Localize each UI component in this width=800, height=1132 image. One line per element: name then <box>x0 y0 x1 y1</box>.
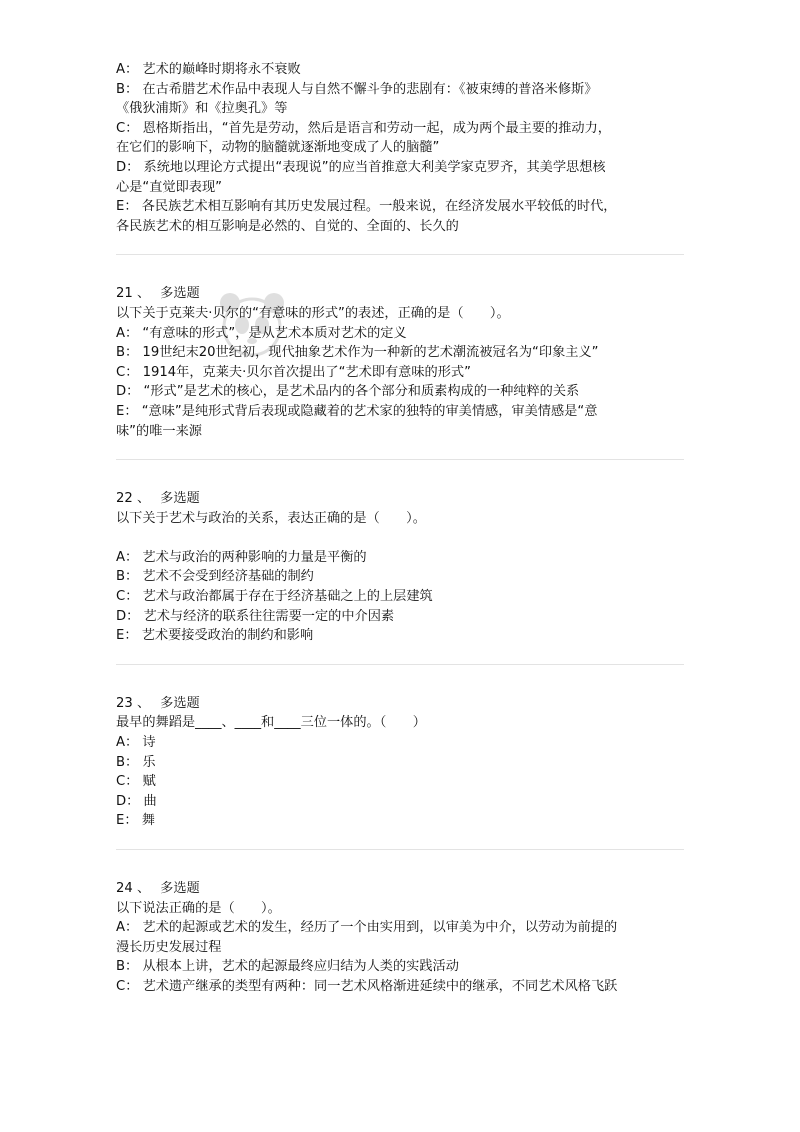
question-type: 多选题 <box>160 695 200 711</box>
question-23 <box>116 694 686 831</box>
option-c[interactable]: C： 赋 <box>116 774 156 790</box>
option-b[interactable]: B： 艺术不会受到经济基础的制约 <box>116 569 314 585</box>
question-type: 多选题 <box>160 491 200 507</box>
question-header <box>116 284 686 304</box>
option-line: 各民族艺术的相互影响是必然的、自觉的、全面的、长久的 <box>116 218 459 234</box>
divider <box>116 459 684 460</box>
option-e-continued: 味”的唯一来源 <box>116 423 202 439</box>
option-d[interactable]: D： 曲 <box>116 793 157 809</box>
option-a[interactable]: A： 艺术与政治的两种影响的力量是平衡的 <box>116 549 367 565</box>
option-line: E： 各民族艺术相互影响有其历史发展过程。一般来说，在经济发展水平较低的时代， <box>116 199 617 215</box>
option-line: A： 艺术的巅峰时期将永不衰败 <box>116 62 301 77</box>
question-number: 22 、 <box>116 491 151 507</box>
question-number: 23 、 <box>116 695 151 711</box>
question-header <box>116 879 686 899</box>
question-stem: 以下关于艺术与政治的关系，表达正确的是（ ）。 <box>116 510 426 526</box>
option-line: 心是“直觉即表现” <box>116 179 222 195</box>
option-d[interactable]: D： 艺术与经济的联系往往需要一定的中介因素 <box>116 608 395 624</box>
question-stem: 以下关于克莱夫·贝尔的“有意味的形式”的表述，正确的是（ ）。 <box>116 305 510 321</box>
option-e[interactable]: E： 艺术要接受政治的制约和影响 <box>116 628 314 644</box>
divider <box>116 664 684 665</box>
option-a-continued: 漫长历史发展过程 <box>116 939 222 955</box>
option-c[interactable]: C： 1914年，克莱夫·贝尔首次提出了“艺术即有意味的形式” <box>116 364 471 380</box>
question-type: 多选题 <box>160 881 200 896</box>
question-stem: 最早的舞蹈是____、____和____三位一体的。（ ） <box>116 715 426 731</box>
question-header <box>116 489 686 509</box>
option-line: B： 在古希腊艺术作品中表现人与自然不懈斗争的悲剧有：《被束缚的普洛米修斯》 <box>116 81 598 97</box>
question-type: 多选题 <box>160 286 200 302</box>
option-a[interactable]: A： 艺术的起源或艺术的发生，经历了一个由实用到，以审美为中介，以劳动为前提的 <box>116 920 618 936</box>
question-number: 21 、 <box>116 286 151 302</box>
option-c[interactable]: C： 艺术遗产继承的类型有两种：同一艺术风格渐进延续中的继承，不同艺术风格飞跃 <box>116 978 618 994</box>
question-22 <box>116 489 686 646</box>
divider <box>116 254 684 255</box>
option-e[interactable]: E： “意味”是纯形式背后表现或隐藏着的艺术家的独特的审美情感，审美情感是“意 <box>116 403 598 419</box>
question-stem: 以下说法正确的是（ ）。 <box>116 900 281 916</box>
option-d[interactable]: D： “形式”是艺术的核心，是艺术品内的各个部分和质素构成的一种纯粹的关系 <box>116 384 580 400</box>
question-21 <box>116 284 686 441</box>
option-line: D： 系统地以理论方式提出“表现说”的应当首推意大利美学家克罗齐，其美学思想核 <box>116 159 606 175</box>
option-a[interactable]: A： 诗 <box>116 735 156 751</box>
option-e[interactable]: E： 舞 <box>116 813 155 829</box>
previous-question-options <box>116 60 686 236</box>
option-b[interactable]: B： 从根本上讲，艺术的起源最终应归结为人类的实践活动 <box>116 959 459 975</box>
option-c[interactable]: C： 艺术与政治都属于存在于经济基础之上的上层建筑 <box>116 589 433 605</box>
question-number: 24 、 <box>116 881 151 896</box>
option-b[interactable]: B： 19世纪末20世纪初，现代抽象艺术作为一种新的艺术潮流被冠名为“印象主义” <box>116 345 599 361</box>
option-a[interactable]: A： “有意味的形式”，是从艺术本质对艺术的定义 <box>116 325 407 341</box>
question-24 <box>116 879 686 997</box>
option-line: 《俄狄浦斯》和《拉奥孔》等 <box>116 101 288 117</box>
divider <box>116 849 684 850</box>
exam-page <box>116 60 686 997</box>
option-b[interactable]: B： 乐 <box>116 754 156 770</box>
option-line: 在它们的影响下，动物的脑髓就逐渐地变成了人的脑髓” <box>116 140 440 156</box>
option-line: C： 恩格斯指出，“首先是劳动，然后是语言和劳动一起，成为两个最主要的推动力， <box>116 120 611 136</box>
question-header <box>116 694 686 714</box>
